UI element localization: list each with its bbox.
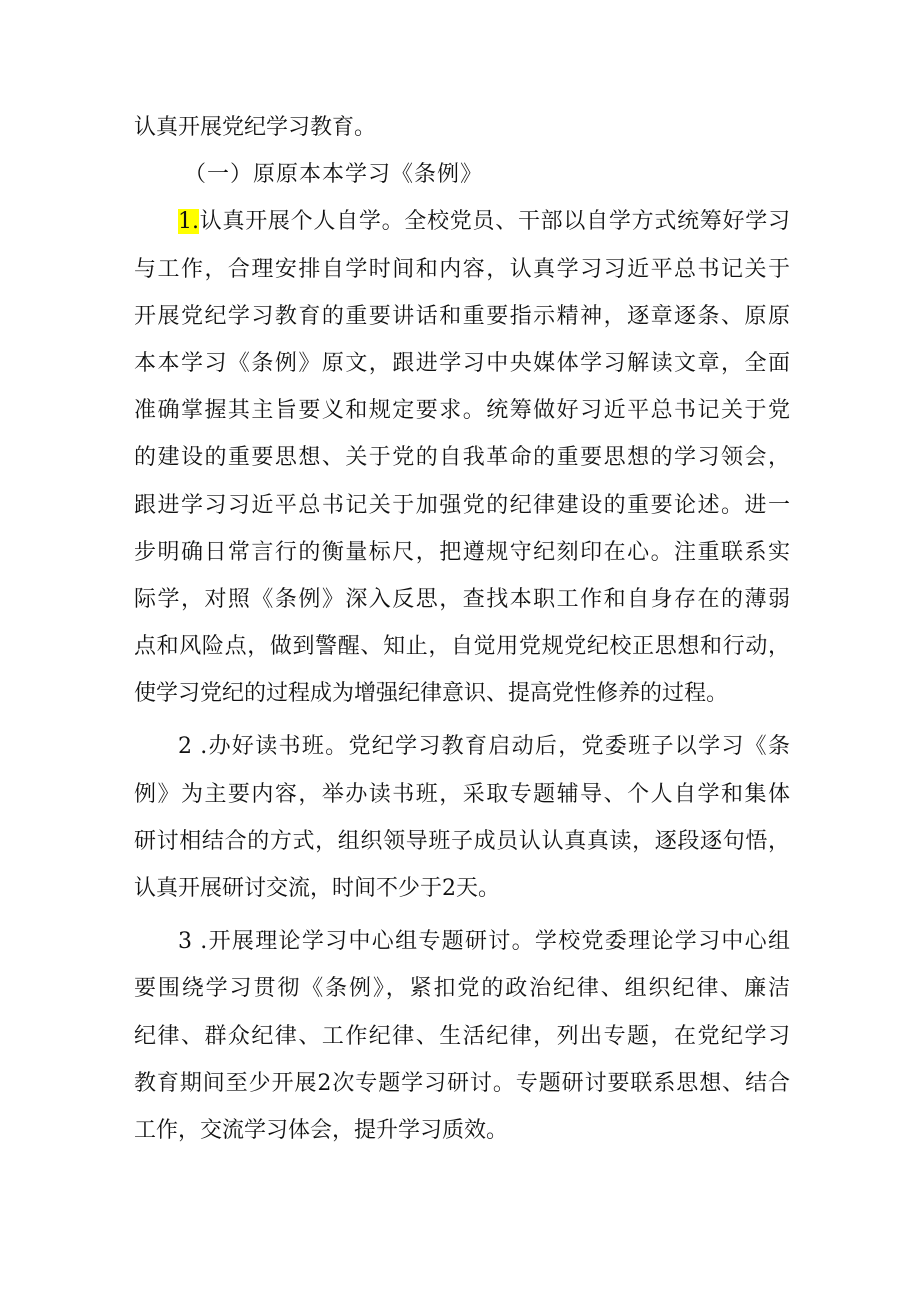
- intro-line: 认真开展党纪学习教育。: [134, 115, 377, 140]
- paragraph-line: 际学，对照《条例》深入反思，查找本职工作和自身存在的薄弱: [134, 586, 790, 612]
- paragraph-line: 认真开展研讨交流，时间不少于2天。: [134, 876, 500, 901]
- list-item-2: [134, 723, 790, 912]
- paragraph-line: 的建设的重要思想、关于党的自我革命的重要思想的学习领会，: [134, 445, 790, 471]
- paragraph-text: 认真开展个人自学。全校党员、干部以自学方式统筹好学习: [199, 209, 790, 235]
- paragraph-line: 例》为主要内容，举办读书班，采取专题辅导、个人自学和集体: [134, 781, 790, 807]
- paragraph-line: 研讨相结合的方式，组织领导班子成员认认真真读，逐段逐句悟，: [134, 828, 790, 854]
- paragraph-text: 办好读书班。党纪学习教育启动后，党委班子以学习《条: [207, 734, 790, 760]
- paragraph-line: [134, 723, 790, 770]
- paragraph-line: 步明确日常言行的衡量标尺，把遵规守纪刻印在心。注重联系实: [134, 539, 790, 565]
- list-item-1: [134, 198, 790, 717]
- item-number: 2 .: [178, 734, 208, 760]
- section-heading: （一）原原本本学习《条例》: [184, 162, 484, 188]
- list-item-3: [134, 918, 790, 1154]
- paragraph-line: 与工作，合理安排自学时间和内容，认真学习习近平总书记关于: [134, 256, 790, 282]
- paragraph-line: 开展党纪学习教育的重要讲话和重要指示精神，逐章逐条、原原: [134, 303, 790, 329]
- paragraph-line: 要围绕学习贯彻《条例》，紧扣党的政治纪律、组织纪律、廉洁: [134, 976, 790, 1002]
- paragraph-line: 教育期间至少开展2次专题学习研讨。专题研讨要联系思想、结合: [134, 1070, 790, 1096]
- paragraph-line: 使学习党纪的过程成为增强纪律意识、提高党性修养的过程。: [134, 681, 729, 707]
- paragraph-text: 开展理论学习中心组专题研讨。学校党委理论学习中心组: [207, 929, 790, 955]
- paragraph-line: [134, 918, 790, 965]
- paragraph-line: [134, 198, 790, 245]
- paragraph-line: 本本学习《条例》原文，跟进学习中央媒体学习解读文章，全面: [134, 350, 790, 376]
- paragraph-line: 准确掌握其主旨要义和规定要求。统筹做好习近平总书记关于党: [134, 398, 790, 424]
- paragraph-line: 跟进学习习近平总书记关于加强党的纪律建设的重要论述。进一: [134, 492, 790, 518]
- item-number: 3 .: [178, 929, 208, 955]
- paragraph-line: 点和风险点，做到警醒、知止，自觉用党规党纪校正思想和行动，: [134, 634, 790, 660]
- highlighted-item-number: 1.: [178, 209, 199, 235]
- paragraph-line: 纪律、群众纪律、工作纪律、生活纪律，列出专题，在党纪学习: [134, 1023, 790, 1049]
- document-body: [134, 104, 790, 1154]
- paragraph-line: 工作，交流学习体会，提升学习质效。: [134, 1117, 509, 1143]
